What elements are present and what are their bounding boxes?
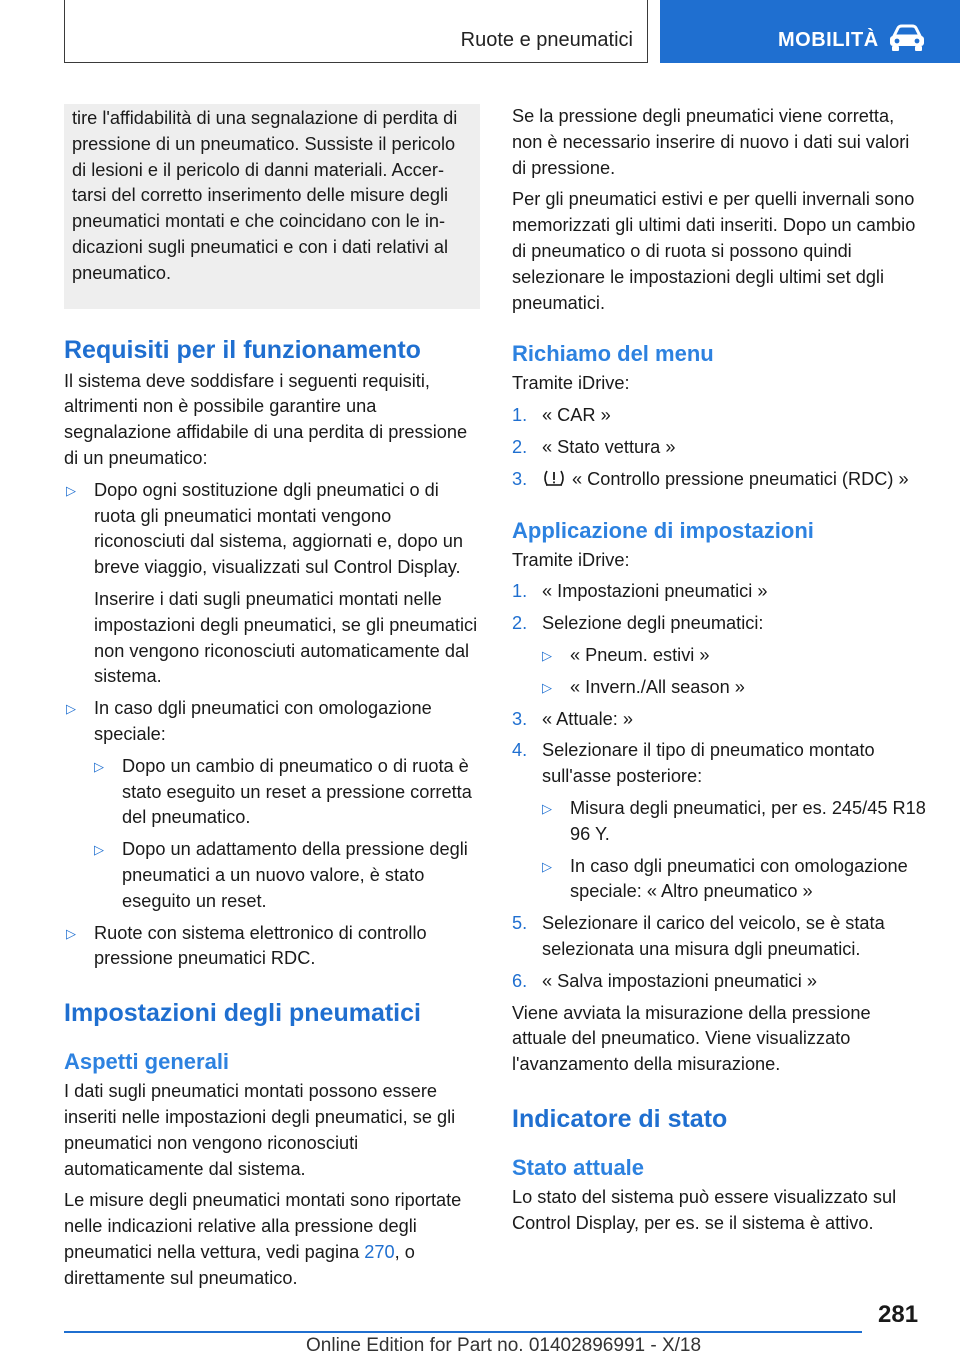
- bullet-item: [64, 921, 480, 973]
- heading-menu-call: Richiamo del menu: [512, 341, 714, 367]
- note-line: tire l'affidabilità di una segnalazione di perdita di: [72, 108, 458, 128]
- menu-step: [512, 403, 928, 429]
- bullet-item: [64, 478, 480, 690]
- apply-step-text: Selezionare il carico del veicolo, se è stata selezionata una misura dgli pneumatici.: [542, 913, 885, 959]
- warning-note-continuation: [64, 104, 480, 309]
- apply-step-text: « Attuale: »: [542, 708, 634, 729]
- menu-step-vehicle-status[interactable]: « Stato vettura »: [542, 436, 676, 457]
- step-number: 3.: [512, 708, 528, 729]
- chapter-title: MOBILITÀ: [778, 29, 879, 51]
- sub-bullet-item: [512, 675, 928, 701]
- apply-step-text: Selezione degli pneumatici:: [542, 613, 764, 634]
- bullet-triangle-icon: ▷: [66, 701, 76, 717]
- step-number: 5.: [512, 913, 528, 934]
- measurement-paragraph: Viene avviata la misurazione della pressione attuale del pneumatico. Viene visualizzato l'avanzamento della misurazione.: [512, 1002, 871, 1075]
- note-line: dicazioni sugli pneumatici e con i dati relativi al: [72, 236, 449, 257]
- apply-step-text: Selezionare il tipo di pneumatico montato sull'asse posteriore:: [542, 740, 875, 787]
- status-paragraph: Lo stato del sistema può essere visualizzato sul Control Display, per es. se il sistema è attivo.: [512, 1186, 897, 1233]
- apply-step: [512, 969, 928, 995]
- apply-step: [512, 707, 928, 733]
- step-number: 4.: [512, 740, 528, 761]
- requirements-intro: Il sistema deve soddisfare i seguenti requisiti, altrimenti non è possibile garantire una segnalazione affidabile di una perdita di pressione di un pneumatico:: [64, 370, 468, 468]
- sub-bullet-item: [64, 754, 480, 831]
- note-line: pneumatici montati e che coincidano con le in-: [72, 211, 446, 232]
- footer-edition: Online Edition for Part no. 01402896991 - X/18: [306, 1335, 702, 1356]
- menu-step-rdc[interactable]: « Controllo pressione pneumatici (RDC) »: [572, 468, 909, 489]
- right-column: [512, 104, 928, 1243]
- note-line: di lesioni e il pericolo di danni materiali. Accer-: [72, 159, 445, 180]
- bullet-text: « Invern./All season »: [570, 676, 745, 697]
- chapter-tab[interactable]: [660, 0, 960, 63]
- apply-step-text: « Salva impostazioni pneumatici »: [542, 970, 817, 991]
- bullet-text: Dopo un cambio di pneumatico o di ruota è stato eseguito un reset a pressione corretta del pneumatico.: [122, 755, 472, 828]
- bullet-triangle-icon: ▷: [542, 679, 552, 695]
- page-number: 281: [878, 1301, 919, 1328]
- heading-requirements: Requisiti per il funzionamento: [64, 335, 421, 364]
- heading-tire-settings: Impostazioni degli pneumatici: [64, 999, 421, 1028]
- section-title: Ruote e pneumatici: [460, 29, 633, 51]
- note-line: pneumatico.: [72, 262, 172, 283]
- left-column: [64, 104, 480, 1297]
- bullet-triangle-icon: ▷: [94, 842, 104, 858]
- step-number: 1.: [512, 581, 528, 602]
- sub-bullet-item: [512, 643, 928, 669]
- step-number: 6.: [512, 970, 528, 991]
- bullet-triangle-icon: ▷: [542, 858, 552, 874]
- apply-step: [512, 911, 928, 963]
- step-number: 2.: [512, 613, 528, 634]
- bullet-text: Ruote con sistema elettronico di controllo pressione pneumatici RDC.: [94, 922, 427, 969]
- tire-pressure-warning-icon: [542, 468, 566, 488]
- bullet-text: Dopo ogni sostituzione dgli pneumatici o di ruota gli pneumatici montati vengono riconosciuti dal sistema, aggiornati e, dopo un breve viaggio, visualizzati sul Control Display.: [94, 479, 464, 578]
- heading-apply-settings: Applicazione di impostazioni: [512, 517, 814, 543]
- bullet-extra-text: Inserire i dati sugli pneumatici montati nelle impostazioni degli pneumatici, se gli pneumatici non vengono riconosciuti automaticamente dal sistema.: [94, 588, 478, 687]
- heading-current-status: Stato attuale: [512, 1154, 645, 1180]
- step-number: 2.: [512, 436, 528, 457]
- header-section-box: [64, 0, 648, 63]
- menu-step: [512, 467, 928, 493]
- footer-divider: [64, 1331, 862, 1333]
- menu-step: [512, 435, 928, 461]
- menu-step-car[interactable]: « CAR »: [542, 405, 611, 426]
- page-link-270[interactable]: 270: [364, 1241, 395, 1262]
- bullet-text: Dopo un adattamento della pressione degli pneumatici a un nuovo valore, è stato eseguito un reset.: [122, 839, 468, 911]
- heading-general: Aspetti generali: [64, 1049, 230, 1075]
- bullet-text: Misura degli pneumatici, per es. 245/45 R18 96 Y.: [570, 797, 926, 844]
- note-line: tarsi del corretto inserimento delle misure degli: [72, 185, 449, 206]
- menu-intro: Tramite iDrive:: [512, 373, 630, 394]
- step-number: 1.: [512, 405, 528, 426]
- bullet-triangle-icon: ▷: [66, 925, 76, 941]
- apply-intro: Tramite iDrive:: [512, 549, 630, 570]
- heading-status-indicator: Indicatore di stato: [512, 1104, 728, 1133]
- apply-step: [512, 738, 928, 790]
- apply-step: [512, 579, 928, 605]
- bullet-triangle-icon: ▷: [542, 800, 552, 816]
- bullet-triangle-icon: ▷: [542, 647, 552, 663]
- apply-step-text: « Impostazioni pneumatici »: [542, 581, 768, 602]
- sub-bullet-item: [64, 837, 480, 914]
- bullet-item: [64, 696, 480, 748]
- paragraph-text: Le misure degli pneumatici montati sono riportate nelle indicazioni relative alla pressione degli pneumatici nella vettura, vedi pagina: [64, 1190, 462, 1262]
- general-paragraph-2: [64, 1188, 480, 1291]
- bullet-triangle-icon: ▷: [66, 482, 76, 498]
- bullet-text: In caso dgli pneumatici con omologazione speciale: « Altro pneumatico »: [570, 855, 908, 902]
- car-icon: [888, 24, 926, 52]
- note-line: pressione di un pneumatico. Sussiste il pericolo: [72, 133, 456, 154]
- paragraph-pressure-corrected: Se la pressione degli pneumatici viene corretta, non è necessario inserire di nuovo i dati sui valori di pressione.: [512, 106, 910, 178]
- sub-bullet-item: [512, 854, 928, 906]
- step-number: 3.: [512, 468, 528, 489]
- bullet-text: In caso dgli pneumatici con omologazione speciale:: [94, 698, 432, 744]
- general-paragraph-1: I dati sugli pneumatici montati possono essere inseriti nelle impostazioni degli pneumatici, se gli pneumatici non vengono riconosciuti automaticamente dal sistema.: [64, 1081, 456, 1179]
- bullet-text: « Pneum. estivi »: [570, 644, 710, 665]
- sub-bullet-item: [512, 796, 928, 848]
- apply-step: [512, 611, 928, 637]
- paragraph-summer-winter: Per gli pneumatici estivi e per quelli invernali sono memorizzati gli ultimi dati inseriti. Dopo un cambio di pneumatico o di ruota si possono quindi selezionare le impostazioni degli ultimi set dgli pneumatici.: [512, 189, 916, 313]
- paragraph-text: , o direttamente sul pneumatico.: [64, 1241, 415, 1288]
- bullet-triangle-icon: ▷: [94, 758, 104, 774]
